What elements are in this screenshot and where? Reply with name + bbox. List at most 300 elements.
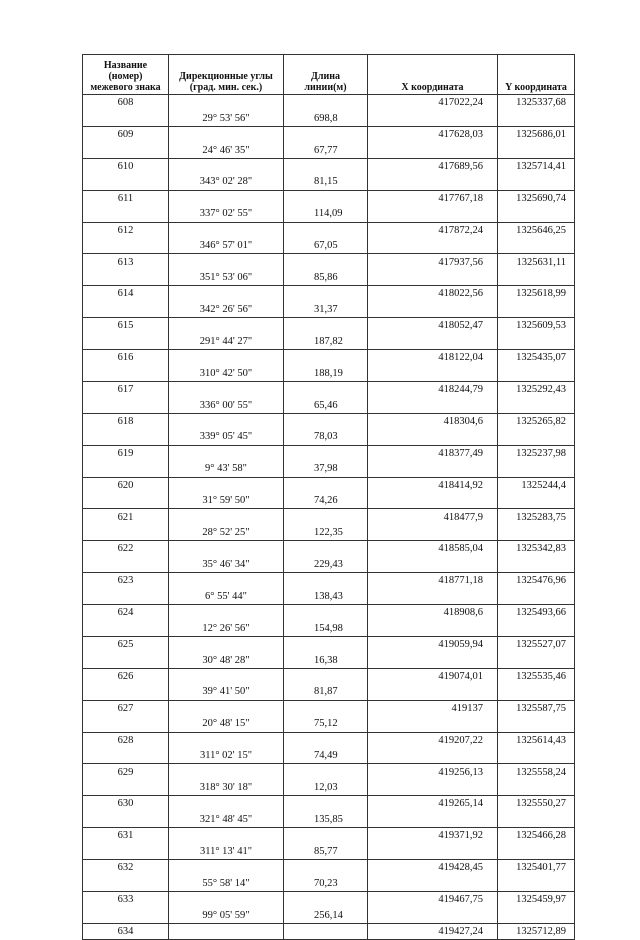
line-length: 74,49 (284, 748, 368, 764)
empty-x-cell (368, 365, 498, 381)
line-length: 31,37 (284, 302, 368, 318)
point-row (83, 923, 575, 939)
empty-name-cell (83, 397, 169, 413)
header-line-length (284, 55, 368, 95)
x-coordinate: 418771,18 (368, 573, 498, 589)
x-coordinate: 419265,14 (368, 796, 498, 812)
empty-y-cell (498, 302, 575, 318)
empty-x-cell (368, 620, 498, 636)
y-coordinate: 1325614,43 (498, 732, 575, 748)
segment-row (83, 557, 575, 573)
y-coordinate: 1325337,68 (498, 95, 575, 111)
empty-y-cell (498, 110, 575, 126)
direction-angle: 311° 13' 41" (169, 844, 284, 860)
point-row (83, 445, 575, 461)
y-coordinate: 1325237,98 (498, 445, 575, 461)
y-coordinate: 1325690,74 (498, 190, 575, 206)
empty-x-cell (368, 525, 498, 541)
empty-x-cell (368, 302, 498, 318)
empty-angle-cell (169, 668, 284, 684)
line-length: 138,43 (284, 589, 368, 605)
empty-x-cell (368, 206, 498, 222)
x-coordinate: 418052,47 (368, 318, 498, 334)
header-point-name-line-1: Название (103, 60, 148, 71)
point-name: 628 (83, 732, 169, 748)
empty-name-cell (83, 875, 169, 891)
empty-length-cell (284, 350, 368, 366)
point-name: 616 (83, 350, 169, 366)
empty-angle-cell (169, 254, 284, 270)
empty-x-cell (368, 110, 498, 126)
empty-angle-cell (169, 923, 284, 939)
empty-y-cell (498, 461, 575, 477)
empty-angle-cell (169, 636, 284, 652)
point-row (83, 318, 575, 334)
empty-x-cell (368, 875, 498, 891)
empty-y-cell (498, 238, 575, 254)
y-coordinate: 1325466,28 (498, 828, 575, 844)
line-length: 67,05 (284, 238, 368, 254)
empty-y-cell (498, 684, 575, 700)
direction-angle: 9° 43' 58" (169, 461, 284, 477)
point-name: 619 (83, 445, 169, 461)
point-name: 634 (83, 923, 169, 939)
empty-y-cell (498, 780, 575, 796)
direction-angle: 24° 46' 35" (169, 142, 284, 158)
empty-angle-cell (169, 764, 284, 780)
x-coordinate: 418908,6 (368, 605, 498, 621)
x-coordinate: 418244,79 (368, 381, 498, 397)
empty-length-cell (284, 445, 368, 461)
empty-y-cell (498, 620, 575, 636)
point-name: 611 (83, 190, 169, 206)
empty-y-cell (498, 907, 575, 923)
empty-y-cell (498, 429, 575, 445)
empty-name-cell (83, 525, 169, 541)
point-name: 633 (83, 891, 169, 907)
table-body (83, 95, 575, 940)
y-coordinate: 1325631,11 (498, 254, 575, 270)
line-length: 16,38 (284, 652, 368, 668)
line-length: 85,77 (284, 844, 368, 860)
x-coordinate: 419467,75 (368, 891, 498, 907)
line-length: 70,23 (284, 875, 368, 891)
line-length: 154,98 (284, 620, 368, 636)
empty-y-cell (498, 716, 575, 732)
segment-row (83, 365, 575, 381)
y-coordinate: 1325342,83 (498, 541, 575, 557)
point-name: 627 (83, 700, 169, 716)
empty-length-cell (284, 923, 368, 939)
y-coordinate: 1325493,66 (498, 605, 575, 621)
segment-row (83, 748, 575, 764)
empty-angle-cell (169, 700, 284, 716)
point-row (83, 732, 575, 748)
empty-y-cell (498, 206, 575, 222)
y-coordinate: 1325712,89 (498, 923, 575, 939)
direction-angle: 343° 02' 28" (169, 174, 284, 190)
empty-y-cell (498, 174, 575, 190)
empty-length-cell (284, 222, 368, 238)
line-length: 122,35 (284, 525, 368, 541)
empty-length-cell (284, 190, 368, 206)
empty-x-cell (368, 238, 498, 254)
y-coordinate: 1325283,75 (498, 509, 575, 525)
empty-name-cell (83, 652, 169, 668)
y-coordinate: 1325459,97 (498, 891, 575, 907)
x-coordinate: 419137 (368, 700, 498, 716)
header-point-name-line-2: (номер) (108, 71, 143, 82)
header-y-coordinate: Y координата (498, 55, 575, 95)
segment-row (83, 875, 575, 891)
x-coordinate: 418585,04 (368, 541, 498, 557)
header-direction-angle-line-1: Дирекционные углы (179, 71, 273, 82)
point-row (83, 668, 575, 684)
point-name: 609 (83, 126, 169, 142)
line-length: 75,12 (284, 716, 368, 732)
line-length: 65,46 (284, 397, 368, 413)
empty-y-cell (498, 397, 575, 413)
empty-length-cell (284, 732, 368, 748)
x-coordinate: 419059,94 (368, 636, 498, 652)
empty-angle-cell (169, 477, 284, 493)
empty-x-cell (368, 812, 498, 828)
empty-y-cell (498, 270, 575, 286)
empty-length-cell (284, 700, 368, 716)
point-name: 624 (83, 605, 169, 621)
empty-x-cell (368, 748, 498, 764)
empty-name-cell (83, 365, 169, 381)
y-coordinate: 1325714,41 (498, 158, 575, 174)
segment-row (83, 110, 575, 126)
direction-angle: 39° 41' 50" (169, 684, 284, 700)
point-name: 613 (83, 254, 169, 270)
header-point-name-line-3: межевого знака (90, 82, 161, 93)
empty-length-cell (284, 381, 368, 397)
y-coordinate: 1325265,82 (498, 413, 575, 429)
empty-angle-cell (169, 509, 284, 525)
empty-name-cell (83, 334, 169, 350)
empty-name-cell (83, 206, 169, 222)
direction-angle: 29° 53' 56" (169, 110, 284, 126)
empty-x-cell (368, 652, 498, 668)
point-name: 610 (83, 158, 169, 174)
x-coordinate: 417628,03 (368, 126, 498, 142)
empty-angle-cell (169, 732, 284, 748)
point-row (83, 700, 575, 716)
header-line-length-line-2: линии(м) (304, 82, 347, 93)
empty-length-cell (284, 95, 368, 111)
direction-angle: 318° 30' 18" (169, 780, 284, 796)
empty-name-cell (83, 238, 169, 254)
direction-angle: 20° 48' 15" (169, 716, 284, 732)
point-row (83, 828, 575, 844)
empty-name-cell (83, 812, 169, 828)
empty-y-cell (498, 812, 575, 828)
point-name: 615 (83, 318, 169, 334)
segment-row (83, 652, 575, 668)
x-coordinate: 419428,45 (368, 860, 498, 876)
empty-angle-cell (169, 541, 284, 557)
point-row (83, 509, 575, 525)
segment-row (83, 716, 575, 732)
x-coordinate: 418122,04 (368, 350, 498, 366)
direction-angle: 346° 57' 01" (169, 238, 284, 254)
direction-angle: 28° 52' 25" (169, 525, 284, 541)
empty-name-cell (83, 174, 169, 190)
direction-angle: 99° 05' 59" (169, 907, 284, 923)
segment-row (83, 142, 575, 158)
empty-length-cell (284, 764, 368, 780)
empty-x-cell (368, 174, 498, 190)
empty-name-cell (83, 142, 169, 158)
y-coordinate: 1325609,53 (498, 318, 575, 334)
empty-y-cell (498, 142, 575, 158)
x-coordinate: 419371,92 (368, 828, 498, 844)
empty-x-cell (368, 684, 498, 700)
empty-y-cell (498, 748, 575, 764)
line-length: 78,03 (284, 429, 368, 445)
empty-length-cell (284, 860, 368, 876)
segment-row (83, 525, 575, 541)
boundary-coordinates-table (82, 54, 575, 940)
point-name: 623 (83, 573, 169, 589)
empty-angle-cell (169, 95, 284, 111)
direction-angle: 337° 02' 55" (169, 206, 284, 222)
segment-row (83, 620, 575, 636)
point-name: 620 (83, 477, 169, 493)
empty-x-cell (368, 493, 498, 509)
empty-x-cell (368, 142, 498, 158)
point-name: 612 (83, 222, 169, 238)
empty-length-cell (284, 509, 368, 525)
direction-angle: 12° 26' 56" (169, 620, 284, 636)
line-length: 229,43 (284, 557, 368, 573)
y-coordinate: 1325476,96 (498, 573, 575, 589)
direction-angle: 31° 59' 50" (169, 493, 284, 509)
empty-name-cell (83, 461, 169, 477)
point-name: 617 (83, 381, 169, 397)
empty-angle-cell (169, 413, 284, 429)
empty-y-cell (498, 557, 575, 573)
empty-y-cell (498, 493, 575, 509)
x-coordinate: 418414,92 (368, 477, 498, 493)
empty-name-cell (83, 620, 169, 636)
empty-length-cell (284, 573, 368, 589)
empty-x-cell (368, 844, 498, 860)
segment-row (83, 780, 575, 796)
point-row (83, 573, 575, 589)
segment-row (83, 206, 575, 222)
header-direction-angle (169, 55, 284, 95)
x-coordinate: 418304,6 (368, 413, 498, 429)
y-coordinate: 1325435,07 (498, 350, 575, 366)
x-coordinate: 417689,56 (368, 158, 498, 174)
point-row (83, 860, 575, 876)
direction-angle: 336° 00' 55" (169, 397, 284, 413)
point-row (83, 126, 575, 142)
line-length: 81,15 (284, 174, 368, 190)
point-row (83, 254, 575, 270)
empty-x-cell (368, 557, 498, 573)
point-row (83, 796, 575, 812)
empty-name-cell (83, 589, 169, 605)
empty-name-cell (83, 270, 169, 286)
line-length: 135,85 (284, 812, 368, 828)
segment-row (83, 589, 575, 605)
table-header-row (83, 55, 575, 95)
empty-angle-cell (169, 573, 284, 589)
point-row (83, 605, 575, 621)
header-line-length-line-1: Длина (310, 71, 340, 82)
empty-name-cell (83, 302, 169, 318)
empty-length-cell (284, 605, 368, 621)
empty-length-cell (284, 477, 368, 493)
line-length: 74,26 (284, 493, 368, 509)
segment-row (83, 270, 575, 286)
segment-row (83, 174, 575, 190)
empty-length-cell (284, 413, 368, 429)
empty-angle-cell (169, 190, 284, 206)
empty-name-cell (83, 557, 169, 573)
empty-length-cell (284, 126, 368, 142)
empty-length-cell (284, 796, 368, 812)
point-row (83, 286, 575, 302)
empty-name-cell (83, 110, 169, 126)
empty-name-cell (83, 844, 169, 860)
empty-angle-cell (169, 126, 284, 142)
empty-angle-cell (169, 158, 284, 174)
line-length: 187,82 (284, 334, 368, 350)
point-name: 626 (83, 668, 169, 684)
y-coordinate: 1325558,24 (498, 764, 575, 780)
direction-angle: 291° 44' 27" (169, 334, 284, 350)
empty-name-cell (83, 716, 169, 732)
y-coordinate: 1325686,01 (498, 126, 575, 142)
point-row (83, 350, 575, 366)
point-row (83, 541, 575, 557)
line-length: 85,86 (284, 270, 368, 286)
point-name: 629 (83, 764, 169, 780)
point-row (83, 413, 575, 429)
point-name: 622 (83, 541, 169, 557)
y-coordinate: 1325401,77 (498, 860, 575, 876)
line-length: 67,77 (284, 142, 368, 158)
x-coordinate: 417872,24 (368, 222, 498, 238)
x-coordinate: 417767,18 (368, 190, 498, 206)
direction-angle: 55° 58' 14" (169, 875, 284, 891)
line-length: 256,14 (284, 907, 368, 923)
point-name: 621 (83, 509, 169, 525)
y-coordinate: 1325535,46 (498, 668, 575, 684)
segment-row (83, 684, 575, 700)
point-name: 614 (83, 286, 169, 302)
segment-row (83, 461, 575, 477)
segment-row (83, 812, 575, 828)
point-row (83, 381, 575, 397)
empty-angle-cell (169, 796, 284, 812)
point-row (83, 95, 575, 111)
x-coordinate: 419074,01 (368, 668, 498, 684)
empty-angle-cell (169, 222, 284, 238)
point-name: 630 (83, 796, 169, 812)
empty-name-cell (83, 493, 169, 509)
empty-length-cell (284, 828, 368, 844)
point-row (83, 222, 575, 238)
empty-x-cell (368, 270, 498, 286)
x-coordinate: 419427,24 (368, 923, 498, 939)
empty-length-cell (284, 636, 368, 652)
empty-y-cell (498, 589, 575, 605)
empty-length-cell (284, 318, 368, 334)
line-length: 114,09 (284, 206, 368, 222)
segment-row (83, 429, 575, 445)
empty-length-cell (284, 254, 368, 270)
empty-angle-cell (169, 860, 284, 876)
line-length: 188,19 (284, 365, 368, 381)
empty-name-cell (83, 684, 169, 700)
x-coordinate: 418477,9 (368, 509, 498, 525)
segment-row (83, 844, 575, 860)
empty-length-cell (284, 158, 368, 174)
point-name: 618 (83, 413, 169, 429)
empty-angle-cell (169, 286, 284, 302)
empty-name-cell (83, 748, 169, 764)
x-coordinate: 418377,49 (368, 445, 498, 461)
empty-name-cell (83, 780, 169, 796)
point-name: 631 (83, 828, 169, 844)
empty-y-cell (498, 334, 575, 350)
y-coordinate: 1325550,27 (498, 796, 575, 812)
empty-y-cell (498, 875, 575, 891)
empty-length-cell (284, 541, 368, 557)
line-length: 81,87 (284, 684, 368, 700)
empty-length-cell (284, 668, 368, 684)
header-point-name (83, 55, 169, 95)
segment-row (83, 302, 575, 318)
point-row (83, 158, 575, 174)
line-length: 698,8 (284, 110, 368, 126)
empty-y-cell (498, 365, 575, 381)
y-coordinate: 1325587,75 (498, 700, 575, 716)
empty-name-cell (83, 907, 169, 923)
empty-x-cell (368, 907, 498, 923)
x-coordinate: 417022,24 (368, 95, 498, 111)
direction-angle: 351° 53' 06" (169, 270, 284, 286)
empty-angle-cell (169, 445, 284, 461)
direction-angle: 339° 05' 45" (169, 429, 284, 445)
empty-name-cell (83, 429, 169, 445)
header-x-coordinate: X координата (368, 55, 498, 95)
empty-x-cell (368, 716, 498, 732)
empty-x-cell (368, 334, 498, 350)
y-coordinate: 1325244,4 (498, 477, 575, 493)
direction-angle: 310° 42' 50" (169, 365, 284, 381)
empty-angle-cell (169, 381, 284, 397)
direction-angle: 6° 55' 44" (169, 589, 284, 605)
direction-angle: 321° 48' 45" (169, 812, 284, 828)
segment-row (83, 397, 575, 413)
empty-angle-cell (169, 318, 284, 334)
empty-x-cell (368, 429, 498, 445)
empty-angle-cell (169, 605, 284, 621)
empty-x-cell (368, 589, 498, 605)
empty-y-cell (498, 525, 575, 541)
empty-angle-cell (169, 828, 284, 844)
line-length: 37,98 (284, 461, 368, 477)
point-name: 625 (83, 636, 169, 652)
empty-angle-cell (169, 350, 284, 366)
